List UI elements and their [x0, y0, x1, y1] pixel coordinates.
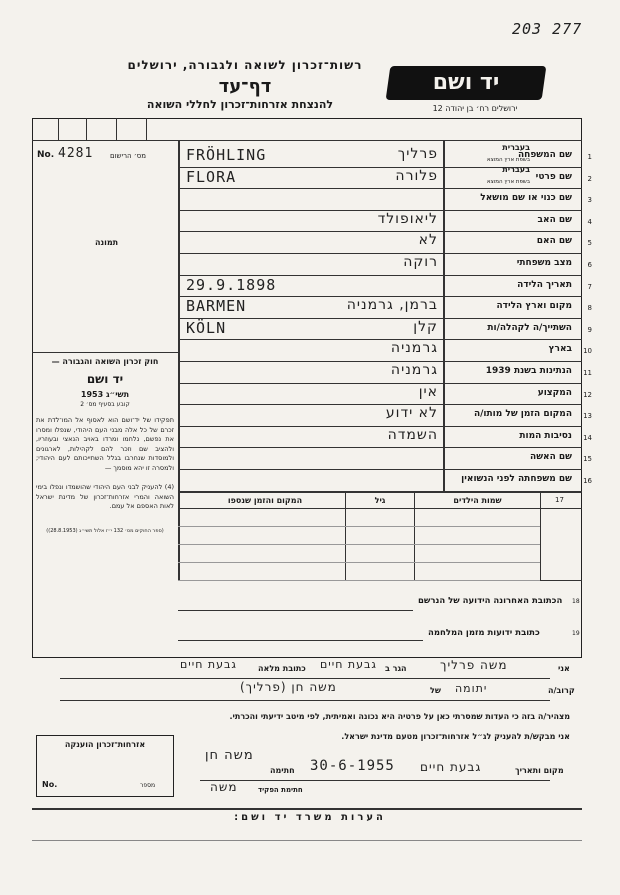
- law-name: יד ושם: [86, 372, 124, 386]
- field-value-latin[interactable]: 29.9.1898: [186, 275, 277, 294]
- place-date-label: מקום ותאריך: [515, 766, 564, 775]
- decl-of: של: [430, 686, 441, 695]
- field-row-line: [178, 383, 582, 384]
- field-row-line: [178, 231, 582, 232]
- field-label: השתייך/ה לקהלה/ות: [487, 322, 572, 333]
- no-value: 4281: [58, 146, 94, 161]
- footer-note: הערות משרד יד ושם:: [234, 812, 386, 823]
- field-num: 2: [587, 174, 592, 183]
- law-box: [36, 357, 174, 534]
- decl-name: משה פרליך: [440, 658, 508, 672]
- field-label: המקום הזמן של מותו/ה: [473, 409, 572, 420]
- date-value: 30-6-1955: [310, 758, 395, 774]
- field-18-num: 18: [572, 598, 580, 605]
- field-sub-origin: בשפת ארץ המוצא: [486, 178, 530, 185]
- field-label: שם האם: [536, 236, 572, 247]
- law-text-1: תפקידו של יד־ושם הוא לאסוף אל המו־לדת את זכרם של כל אלה מבני העם היהודי, שנפלו ומסרו את נפשם, נלחמו ומרדו באויב הנאצי ובעוזריו, ולהציב שם וזכר להם לקהילות, לארגונים ולמוסדות שנחרבו בגלל השתייכותם לעם היהודי; ולמסרה זו יהא מוסמך —: [36, 416, 174, 472]
- photo-label: תמונה: [95, 238, 119, 247]
- field-19-label: כתובת ידועות מזמן המלחמה: [428, 628, 540, 638]
- field-num: 6: [587, 261, 592, 269]
- field-row-line: [178, 404, 582, 405]
- field-num: 7: [587, 282, 592, 291]
- field-value-latin[interactable]: FLORA: [186, 167, 237, 186]
- field-sub-hebrew: בעברית: [502, 143, 530, 152]
- field-label: נסיבות המות: [519, 430, 572, 441]
- field-label: שם האב: [537, 214, 572, 225]
- form-title: דף־עד: [218, 76, 272, 97]
- decl-rel-name: משה חן (פרליך): [240, 680, 337, 694]
- decl-addr: גבעת חיים: [180, 658, 237, 671]
- decl-request: אני מבקש/ת להעניק לג״ל אזרחות־זכרון מטעם מדינת ישראל.: [341, 732, 570, 741]
- children-col-place: המקום והזמן שנספו: [227, 496, 303, 505]
- field-value-latin[interactable]: KÖLN: [186, 318, 227, 337]
- field-row-line: [178, 188, 582, 189]
- field-label: שם פרטי: [535, 171, 572, 182]
- field-value-hebrew[interactable]: לא: [418, 232, 438, 249]
- field-label: תאריך הלידה: [517, 279, 572, 290]
- photo-separator: [32, 352, 178, 353]
- stamp-no-label: No.: [42, 780, 58, 789]
- field-value-hebrew[interactable]: קלן: [413, 318, 438, 335]
- field-row-line: [178, 339, 582, 340]
- field-label: המקצוע: [537, 387, 572, 398]
- law-year: תשי״ג 1953: [80, 390, 130, 399]
- field-19-num: 19: [572, 630, 580, 637]
- decl-rel-prefix: קרוב/ה: [548, 686, 575, 695]
- decl-statement: מצהיר/ה בזה כי העדות שמסרתי כאן על פרטיה היא נכונה ואמיתית, לפי מיטב ידיעתי והכרתי.: [229, 712, 570, 721]
- signature-value: משה חן: [205, 748, 254, 763]
- field-value-hebrew[interactable]: גרמניה: [390, 340, 438, 357]
- field-num: 13: [583, 412, 592, 421]
- field-value-hebrew[interactable]: השמדה: [387, 426, 438, 443]
- field-row-line: [178, 253, 582, 254]
- field-value-hebrew[interactable]: אין: [418, 383, 438, 400]
- field-label: שם האשה: [530, 452, 572, 463]
- field-num: 1: [587, 153, 592, 161]
- decl-prefix: אני: [558, 664, 570, 673]
- field-value-hebrew[interactable]: גרמניה: [390, 362, 438, 378]
- law-text-2: (4) להעניק לבני העם היהודי שהושמדו ונפלו בימי השואה והמרי אזרחות־זכרון של מדינת ישראל לאות האספם אל עמם.: [36, 483, 174, 510]
- clerk-label: חתימת הפקיד: [258, 786, 303, 794]
- children-col-names: שמות הילדים: [453, 496, 502, 505]
- stamp-serial-label: מספר: [140, 782, 156, 789]
- stamp-title: אזרחות־זכרון הוענקה: [64, 740, 146, 749]
- field-num: 16: [583, 477, 592, 485]
- field-row-line: [178, 318, 582, 319]
- field-value-hebrew[interactable]: לא ידוע: [385, 405, 438, 422]
- field-value-hebrew[interactable]: רוקה: [403, 254, 438, 270]
- decl-place: גבעת חיים: [320, 658, 377, 671]
- children-row-line: [178, 580, 540, 581]
- logo-box: [386, 66, 547, 100]
- field-label: שם כנוי או שם מושאל: [480, 193, 572, 204]
- serial-label: מס׳ הרישום: [110, 152, 147, 160]
- field-label: הנתינות בשנת 1939: [485, 366, 572, 376]
- field-sub-origin: בשפת ארץ המוצא: [486, 157, 530, 163]
- decl-addr-label: כתובת מלאה: [258, 664, 306, 673]
- field-value-hebrew[interactable]: פלורה: [395, 167, 438, 184]
- field-num: 9: [587, 325, 592, 334]
- children-num: 17: [555, 496, 564, 504]
- field-num: 5: [587, 239, 592, 248]
- decl-rel: יתומה: [455, 682, 488, 695]
- field-row-line: [178, 469, 582, 470]
- field-value-hebrew[interactable]: פרליך: [397, 146, 438, 162]
- field-value-latin[interactable]: BARMEN: [186, 297, 247, 316]
- field-num: 15: [583, 455, 592, 464]
- field-label: שם המשפחה: [517, 150, 572, 160]
- decl-mid: הגר ב: [385, 664, 407, 673]
- place-value: גבעת חיים: [420, 760, 482, 774]
- field-num: 11: [583, 369, 592, 377]
- children-col-age: גיל: [374, 496, 386, 505]
- children-row-line: [178, 544, 540, 545]
- field-value-latin[interactable]: FRÖHLING: [186, 146, 267, 164]
- children-row-line: [178, 526, 540, 527]
- archive-number: 203 277: [512, 20, 583, 38]
- field-label: מצב משפחתי: [516, 258, 572, 268]
- field-value-hebrew[interactable]: ברמן, גרמניה: [346, 297, 438, 314]
- field-num: 12: [583, 390, 592, 399]
- field-label: שם משפחתה לפני הנשואין: [461, 474, 572, 484]
- field-num: 4: [587, 217, 592, 226]
- field-row-line: [178, 426, 582, 427]
- field-label: מקום וארץ הלידה: [496, 301, 572, 312]
- children-row-line: [178, 562, 540, 563]
- field-num: 10: [583, 347, 592, 356]
- law-title: חוק זכרון השואה והגבורה —: [51, 357, 159, 366]
- authority-line: רשות־זכרון לשואה ולגבורה, ירושלים: [127, 58, 363, 72]
- logo-text: יד ושם: [432, 70, 500, 95]
- field-num: 14: [583, 433, 592, 442]
- field-num: 3: [587, 196, 592, 205]
- address: ירושלים רח׳ בן יהודה 12: [432, 104, 518, 113]
- field-18-label: הכתובת האחרונה הידועה של הנרשם: [418, 596, 563, 606]
- field-sub-hebrew: בעברית: [502, 164, 530, 174]
- signature-label: חתימה: [270, 766, 295, 775]
- no-label: No.: [37, 150, 55, 160]
- law-footer: (ספר החוקים מס׳ 132 י״ז אלול תשי״ג (28.8.1953)): [46, 527, 164, 534]
- field-value-hebrew[interactable]: ליאופולד: [377, 210, 438, 227]
- field-row-line: [178, 447, 582, 448]
- field-row-line: [178, 361, 582, 362]
- form-subtitle: להנצחת אזרחות־זכרון לחללי השואה: [146, 98, 334, 111]
- law-clause: קובע בסעיף מס׳ 2: [80, 401, 130, 408]
- clerk-value: משה: [210, 780, 238, 794]
- field-num: 8: [587, 304, 592, 313]
- field-label: בארץ: [548, 344, 572, 355]
